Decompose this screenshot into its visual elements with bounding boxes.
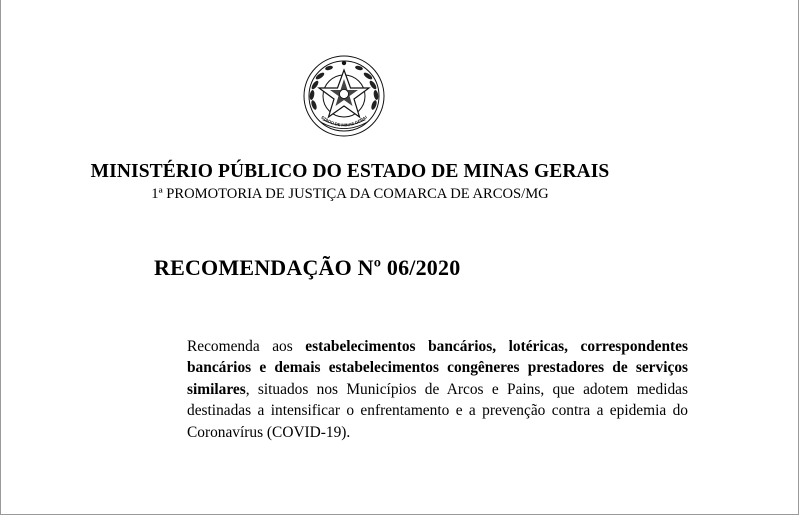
document-title: RECOMENDAÇÃO Nº 06/2020: [154, 255, 461, 280]
document-summary: [187, 336, 688, 443]
organization-title: MINISTÉRIO PÚBLICO DO ESTADO DE MINAS GERAIS: [90, 161, 610, 182]
summary-rest: , situados nos Municípios de Arcos e Pains, que adotem medidas destinadas a intensificar o enfrentamento e a prevenção contra a epidemia do Coronavírus (COVID-19).: [187, 380, 688, 441]
coat-of-arms-icon: [303, 55, 385, 137]
summary-highlight: estabelecimentos bancários, lotéricas, correspondentes bancários e demais estabelecimentos congêneres prestadores de serviços similares: [187, 338, 688, 398]
summary-intro: Recomenda aos: [187, 338, 306, 355]
organization-subunit: 1ª PROMOTORIA DE JUSTIÇA DA COMARCA DE ARCOS/MG: [151, 186, 549, 202]
seal-label: STADO DE MINAS GERAI: [320, 114, 368, 128]
